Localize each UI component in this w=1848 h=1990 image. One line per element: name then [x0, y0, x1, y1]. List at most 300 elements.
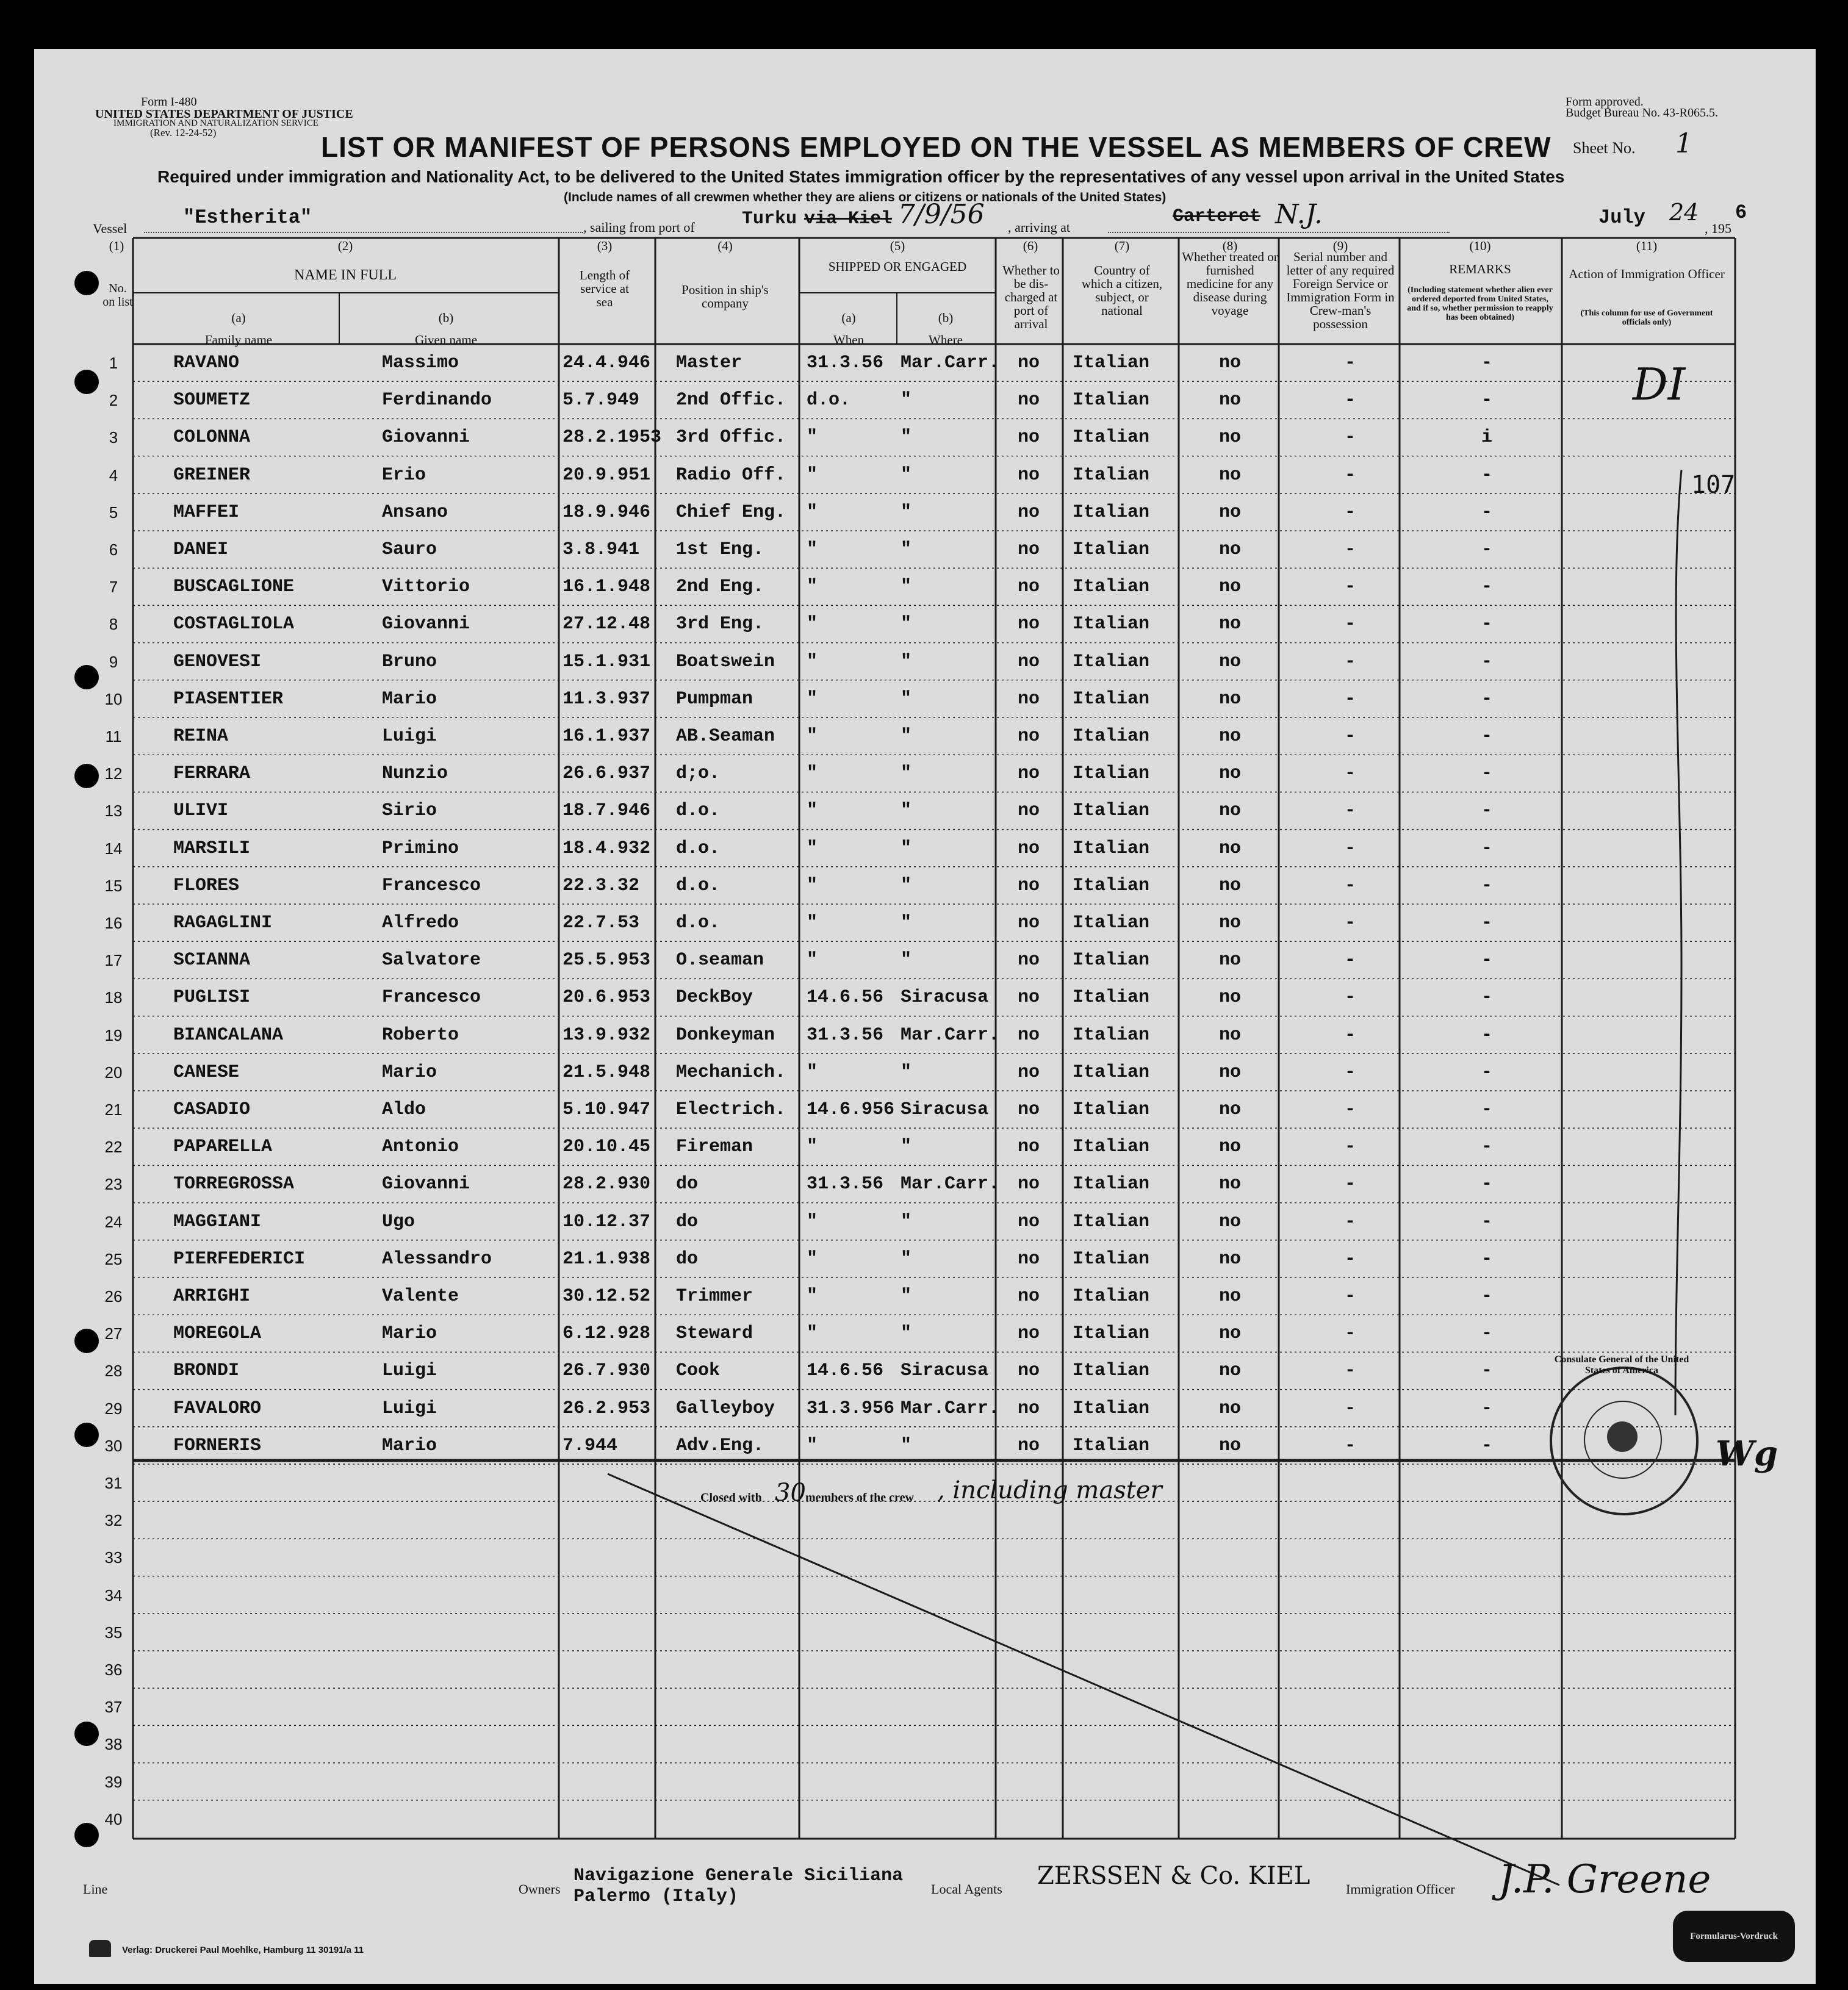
ship-position: Chief Eng. [676, 501, 786, 523]
family-name: DANEI [173, 539, 229, 560]
citizenship: Italian [1073, 1137, 1150, 1158]
engaged-when: " [807, 875, 818, 896]
ship-position: Trimmer [676, 1286, 753, 1307]
citizenship: Italian [1073, 1398, 1150, 1419]
serial-mark: - [1345, 353, 1356, 373]
remarks-mark: - [1481, 875, 1493, 896]
serial-mark: - [1345, 1323, 1356, 1345]
remarks-mark: i [1481, 427, 1493, 448]
engaged-where: " [901, 950, 912, 971]
col9-heading: Serial number and letter of any required Foreign Service or Immigration Form in Crew-man's possession [1286, 250, 1395, 331]
col5b-number: (b) [938, 311, 954, 325]
engaged-where: Mar.Carr. [901, 1398, 1000, 1419]
serial-mark: - [1345, 1398, 1356, 1419]
family-name: FLORES [173, 875, 240, 896]
remarks-mark: - [1481, 1248, 1493, 1270]
discharged-flag: no [1018, 353, 1040, 373]
row-number: 25 [104, 1249, 123, 1268]
engaged-when: " [807, 763, 818, 785]
service-length: 26.6.937 [563, 763, 651, 785]
row-number: 7 [109, 578, 118, 597]
col2a-heading: Family name [204, 332, 273, 347]
engaged-when: " [807, 950, 818, 971]
col11-heading: Action of Immigration Officer [1569, 267, 1725, 281]
discharged-flag: no [1018, 688, 1040, 709]
form-number: Form I-480 [141, 95, 197, 109]
discharged-flag: no [1018, 614, 1040, 635]
col10-note: (Including statement whether alien ever ordered deported from United States, and if so, whether permission to reapply has been obtained) [1407, 286, 1553, 322]
row-number: 3 [109, 428, 118, 447]
engaged-when: " [807, 501, 818, 523]
family-name: SOUMETZ [173, 390, 251, 411]
medicine-flag: no [1219, 390, 1242, 411]
medicine-flag: no [1219, 913, 1242, 933]
given-name: Alfredo [382, 913, 459, 933]
serial-mark: - [1345, 614, 1356, 635]
engaged-where: Siracusa [901, 1099, 989, 1120]
col2a-number: (a) [231, 311, 246, 325]
row-number: 32 [104, 1511, 123, 1530]
row-number: 1 [109, 354, 118, 372]
medicine-flag: no [1219, 800, 1242, 822]
remarks-mark: - [1481, 726, 1493, 747]
engaged-when: " [807, 838, 818, 859]
col11-note: (This column for use of Government officials only) [1580, 309, 1713, 327]
service-length: 11.3.937 [563, 688, 651, 709]
row-number: 4 [109, 465, 118, 484]
budget-bureau: Budget Bureau No. 43-R065.5. [1566, 106, 1718, 120]
discharged-flag: no [1018, 501, 1040, 523]
given-name: Aldo [382, 1099, 426, 1120]
engaged-where: " [901, 1061, 912, 1083]
agents-hand: ZERSSEN & Co. KIEL [1037, 1862, 1310, 1890]
serial-mark: - [1345, 464, 1356, 486]
discharged-flag: no [1018, 1248, 1040, 1270]
col5-number: (5) [890, 239, 905, 253]
serial-mark: - [1345, 1435, 1356, 1456]
remarks-mark: - [1481, 1398, 1493, 1419]
serial-mark: - [1345, 1360, 1356, 1382]
row-number: 15 [104, 876, 123, 895]
printer-logo [89, 1940, 111, 1957]
discharged-flag: no [1018, 838, 1040, 859]
family-name: PIASENTIER [173, 688, 284, 709]
punch-hole [74, 271, 99, 295]
serial-mark: - [1345, 1099, 1356, 1120]
ship-position: O.seaman [676, 950, 764, 971]
row-number: 20 [104, 1063, 123, 1082]
remarks-mark: - [1481, 763, 1493, 785]
given-name: Ugo [382, 1211, 415, 1232]
serial-mark: - [1345, 1248, 1356, 1270]
medicine-flag: no [1219, 1286, 1242, 1307]
punch-hole [74, 1423, 99, 1447]
citizenship: Italian [1073, 1360, 1150, 1382]
cancel-diagonal-line [608, 1474, 1559, 1885]
engaged-when: " [807, 577, 818, 598]
discharged-flag: no [1018, 1286, 1040, 1307]
family-name: BIANCALANA [173, 1024, 284, 1046]
given-name: Giovanni [382, 614, 470, 635]
discharged-flag: no [1018, 913, 1040, 933]
engaged-when: " [807, 1435, 818, 1456]
remarks-mark: - [1481, 1137, 1493, 1158]
ship-position: 3rd Offic. [676, 427, 786, 448]
closing-hand: , including master [937, 1476, 1162, 1504]
punch-hole [74, 764, 99, 788]
date-year: , 195 [1705, 221, 1731, 236]
discharged-flag: no [1018, 1137, 1040, 1158]
ship-position: d.o. [676, 800, 721, 822]
service-length: 22.7.53 [563, 913, 640, 933]
citizenship: Italian [1073, 726, 1150, 747]
serial-mark: - [1345, 800, 1356, 822]
col11-number: (11) [1636, 239, 1658, 253]
citizenship: Italian [1073, 427, 1150, 448]
officer-tally-line [1675, 470, 1681, 1415]
service-length: 13.9.932 [563, 1024, 651, 1046]
service-length: 18.9.946 [563, 501, 651, 523]
citizenship: Italian [1073, 577, 1150, 598]
given-name: Valente [382, 1286, 459, 1307]
service-length: 30.12.52 [563, 1286, 651, 1307]
citizenship: Italian [1073, 390, 1150, 411]
family-name: TORREGROSSA [173, 1174, 295, 1195]
family-name: CASADIO [173, 1099, 251, 1120]
engaged-where: " [901, 1137, 912, 1158]
ship-position: Galleyboy [676, 1398, 775, 1419]
row-number: 26 [104, 1287, 123, 1306]
citizenship: Italian [1073, 1174, 1150, 1195]
ship-position: DeckBoy [676, 987, 753, 1008]
engaged-when: " [807, 427, 818, 448]
medicine-flag: no [1219, 875, 1242, 896]
medicine-flag: no [1219, 726, 1242, 747]
citizenship: Italian [1073, 1099, 1150, 1120]
service-length: 25.5.953 [563, 950, 651, 971]
serial-mark: - [1345, 1137, 1356, 1158]
vessel-label: Vessel [93, 221, 128, 236]
remarks-mark: - [1481, 913, 1493, 933]
family-name: MAGGIANI [173, 1211, 262, 1232]
vessel-name: "Estherita" [183, 206, 312, 229]
family-name: PIERFEDERICI [173, 1248, 306, 1270]
family-name: ULIVI [173, 800, 229, 822]
serial-mark: - [1345, 987, 1356, 1008]
engaged-where: " [901, 913, 912, 933]
officer-label: Immigration Officer [1346, 1881, 1455, 1897]
serial-mark: - [1345, 427, 1356, 448]
engaged-when: " [807, 651, 818, 672]
engaged-when: " [807, 726, 818, 747]
medicine-flag: no [1219, 464, 1242, 486]
family-name: MARSILI [173, 838, 251, 859]
ship-position: Mechanich. [676, 1061, 786, 1083]
citizenship: Italian [1073, 501, 1150, 523]
col5-heading: SHIPPED OR ENGAGED [828, 259, 967, 274]
discharged-flag: no [1018, 1211, 1040, 1232]
sailing-date-hand: 7/9/56 [898, 199, 985, 230]
engaged-where: " [901, 763, 912, 785]
ship-position: Pumpman [676, 688, 753, 709]
discharged-flag: no [1018, 1435, 1040, 1456]
ship-position: Boatswein [676, 651, 775, 672]
medicine-flag: no [1219, 838, 1242, 859]
engaged-where: " [901, 427, 912, 448]
serial-mark: - [1345, 501, 1356, 523]
given-name: Mario [382, 1323, 437, 1345]
engaged-where: Mar.Carr. [901, 353, 1000, 373]
medicine-flag: no [1219, 763, 1242, 785]
family-name: FERRARA [173, 763, 251, 785]
eagle-emblem [1607, 1421, 1638, 1452]
remarks-mark: - [1481, 838, 1493, 859]
page-subtitle: Required under immigration and Nationality Act, to be delivered to the United States immigration officer by the representatives of any vessel upon arrival in the United States [157, 167, 1565, 186]
family-name: COSTAGLIOLA [173, 614, 295, 635]
service-length: 6.12.928 [563, 1323, 651, 1345]
ship-position: 3rd Eng. [676, 614, 764, 635]
service-length: 28.2.930 [563, 1174, 651, 1195]
ship-position: 1st Eng. [676, 539, 764, 560]
ship-position: Steward [676, 1323, 753, 1345]
discharged-flag: no [1018, 1174, 1040, 1195]
service-length: 16.1.948 [563, 577, 651, 598]
medicine-flag: no [1219, 1137, 1242, 1158]
family-name: BRONDI [173, 1360, 240, 1382]
service-length: 5.7.949 [563, 390, 640, 411]
service-length: 22.3.32 [563, 875, 640, 896]
family-name: SCIANNA [173, 950, 251, 971]
engaged-where: " [901, 1286, 912, 1307]
service-length: 18.4.932 [563, 838, 651, 859]
service-length: 18.7.946 [563, 800, 651, 822]
given-name: Mario [382, 688, 437, 709]
form-revision: (Rev. 12-24-52) [150, 127, 217, 138]
punch-hole [74, 665, 99, 689]
serial-mark: - [1345, 726, 1356, 747]
given-name: Luigi [382, 726, 437, 747]
medicine-flag: no [1219, 1398, 1242, 1419]
row-number: 21 [104, 1101, 123, 1119]
engaged-where: " [901, 800, 912, 822]
given-name: Massimo [382, 353, 459, 373]
serial-mark: - [1345, 1024, 1356, 1046]
row-number: 19 [104, 1026, 123, 1044]
medicine-flag: no [1219, 1435, 1242, 1456]
discharged-flag: no [1018, 539, 1040, 560]
given-name: Antonio [382, 1137, 459, 1158]
remarks-mark: - [1481, 577, 1493, 598]
remarks-mark: - [1481, 539, 1493, 560]
medicine-flag: no [1219, 1248, 1242, 1270]
stamp-initials: Wg [1716, 1434, 1778, 1474]
row-number: 22 [104, 1138, 123, 1157]
medicine-flag: no [1219, 688, 1242, 709]
engaged-when: " [807, 1248, 818, 1270]
given-name: Ferdinando [382, 390, 492, 411]
officer-initials: DI [1633, 359, 1686, 410]
medicine-flag: no [1219, 1323, 1242, 1345]
col1-heading: No. on list [102, 282, 133, 309]
service-length: 26.2.953 [563, 1398, 651, 1419]
handwritten-count: 107 [1691, 471, 1736, 499]
ship-position: do [676, 1211, 699, 1232]
engaged-where: " [901, 1211, 912, 1232]
serial-mark: - [1345, 1211, 1356, 1232]
col2-number: (2) [337, 239, 353, 253]
row-number: 17 [104, 951, 123, 970]
row-number: 28 [104, 1362, 123, 1381]
service-length: 16.1.937 [563, 726, 651, 747]
serial-mark: - [1345, 1174, 1356, 1195]
ship-position: d.o. [676, 838, 721, 859]
col4-heading: Position in ship's company [681, 282, 769, 311]
col8-number: (8) [1222, 239, 1238, 253]
citizenship: Italian [1073, 539, 1150, 560]
citizenship: Italian [1073, 1211, 1150, 1232]
ship-position: Radio Off. [676, 464, 786, 486]
citizenship: Italian [1073, 800, 1150, 822]
citizenship: Italian [1073, 875, 1150, 896]
engaged-when: " [807, 1137, 818, 1158]
citizenship: Italian [1073, 913, 1150, 933]
page-instruction: (Include names of all crewmen whether they are aliens or citizens or nationals of the United States) [564, 190, 1167, 204]
closing-suffix: members of the crew [805, 1491, 914, 1504]
citizenship: Italian [1073, 987, 1150, 1008]
col5b-heading: Where [929, 332, 963, 347]
service-length: 28.2.1953 [563, 427, 662, 448]
remarks-mark: - [1481, 688, 1493, 709]
remarks-mark: - [1481, 1211, 1493, 1232]
citizenship: Italian [1073, 838, 1150, 859]
arrival-port-hand: N.J. [1275, 199, 1323, 230]
col2b-heading: Given name [414, 332, 478, 347]
engaged-where: Siracusa [901, 987, 989, 1008]
row-number: 40 [104, 1809, 123, 1828]
family-name: MAFFEI [173, 501, 240, 523]
family-name: FAVALORO [173, 1398, 262, 1419]
remarks-mark: - [1481, 1435, 1493, 1456]
family-name: ARRIGHI [173, 1286, 251, 1307]
medicine-flag: no [1219, 539, 1242, 560]
owners-label: Owners [519, 1881, 561, 1897]
citizenship: Italian [1073, 353, 1150, 373]
engaged-when: 14.6.56 [807, 987, 884, 1008]
service-length: 27.12.48 [563, 614, 651, 635]
serial-mark: - [1345, 875, 1356, 896]
discharged-flag: no [1018, 1360, 1040, 1382]
serial-mark: - [1345, 539, 1356, 560]
date-day-hand: 24 [1669, 199, 1699, 226]
discharged-flag: no [1018, 950, 1040, 971]
engaged-when: 14.6.56 [807, 1360, 884, 1382]
service-name: IMMIGRATION AND NATURALIZATION SERVICE [113, 118, 318, 128]
col1-number: (1) [109, 239, 124, 253]
medicine-flag: no [1219, 427, 1242, 448]
sailing-port-struck: via Kiel [804, 209, 893, 229]
col2b-number: (b) [438, 311, 454, 325]
col4-number: (4) [717, 239, 733, 253]
engaged-when: 31.3.56 [807, 1174, 884, 1195]
agents-label: Local Agents [931, 1881, 1002, 1897]
discharged-flag: no [1018, 763, 1040, 785]
service-length: 20.10.45 [563, 1137, 651, 1158]
col5a-heading: When [833, 332, 865, 347]
serial-mark: - [1345, 1061, 1356, 1083]
row-number: 30 [104, 1436, 123, 1455]
row-number: 24 [104, 1212, 123, 1231]
service-length: 5.10.947 [563, 1099, 651, 1120]
remarks-mark: - [1481, 987, 1493, 1008]
citizenship: Italian [1073, 688, 1150, 709]
engaged-when: d.o. [807, 390, 851, 411]
service-length: 15.1.931 [563, 651, 651, 672]
engaged-where: Mar.Carr. [901, 1174, 1000, 1195]
medicine-flag: no [1219, 614, 1242, 635]
engaged-where: " [901, 1323, 912, 1345]
serial-mark: - [1345, 1286, 1356, 1307]
arrival-port-struck: Carteret [1173, 206, 1261, 227]
ship-position: do [676, 1174, 699, 1195]
citizenship: Italian [1073, 1435, 1150, 1456]
sailing-port: Turku [742, 209, 797, 229]
given-name: Mario [382, 1061, 437, 1083]
engaged-when: " [807, 464, 818, 486]
col6-number: (6) [1023, 239, 1038, 253]
engaged-where: Mar.Carr. [901, 1024, 1000, 1046]
discharged-flag: no [1018, 1061, 1040, 1083]
row-number: 18 [104, 988, 123, 1007]
given-name: Luigi [382, 1398, 437, 1419]
family-name: GREINER [173, 464, 251, 486]
citizenship: Italian [1073, 651, 1150, 672]
serial-mark: - [1345, 763, 1356, 785]
citizenship: Italian [1073, 1286, 1150, 1307]
family-name: PUGLISI [173, 987, 251, 1008]
discharged-flag: no [1018, 800, 1040, 822]
medicine-flag: no [1219, 1061, 1242, 1083]
col7-number: (7) [1114, 239, 1130, 253]
sheet-label: Sheet No. [1573, 139, 1636, 157]
col7-heading: Country of which a citizen, subject, or national [1081, 263, 1163, 318]
punch-hole [74, 370, 99, 394]
medicine-flag: no [1219, 651, 1242, 672]
date-month: July [1598, 206, 1645, 229]
given-name: Sauro [382, 539, 437, 560]
row-number: 36 [104, 1661, 123, 1679]
row-number: 39 [104, 1772, 123, 1791]
row-number: 16 [104, 914, 123, 932]
ship-position: d.o. [676, 913, 721, 933]
engaged-when: 14.6.956 [807, 1099, 895, 1120]
ship-position: Donkeyman [676, 1024, 775, 1046]
citizenship: Italian [1073, 1024, 1150, 1046]
engaged-where: " [901, 838, 912, 859]
engaged-where: " [901, 614, 912, 635]
ship-position: Electrich. [676, 1099, 786, 1120]
remarks-mark: - [1481, 651, 1493, 672]
given-name: Roberto [382, 1024, 459, 1046]
punch-hole [74, 1722, 99, 1746]
remarks-mark: - [1481, 390, 1493, 411]
discharged-flag: no [1018, 464, 1040, 486]
family-name: FORNERIS [173, 1435, 262, 1456]
medicine-flag: no [1219, 1024, 1242, 1046]
row-number: 27 [104, 1324, 123, 1343]
family-name: PAPARELLA [173, 1137, 273, 1158]
row-number: 2 [109, 391, 118, 410]
row-number: 12 [104, 764, 123, 783]
